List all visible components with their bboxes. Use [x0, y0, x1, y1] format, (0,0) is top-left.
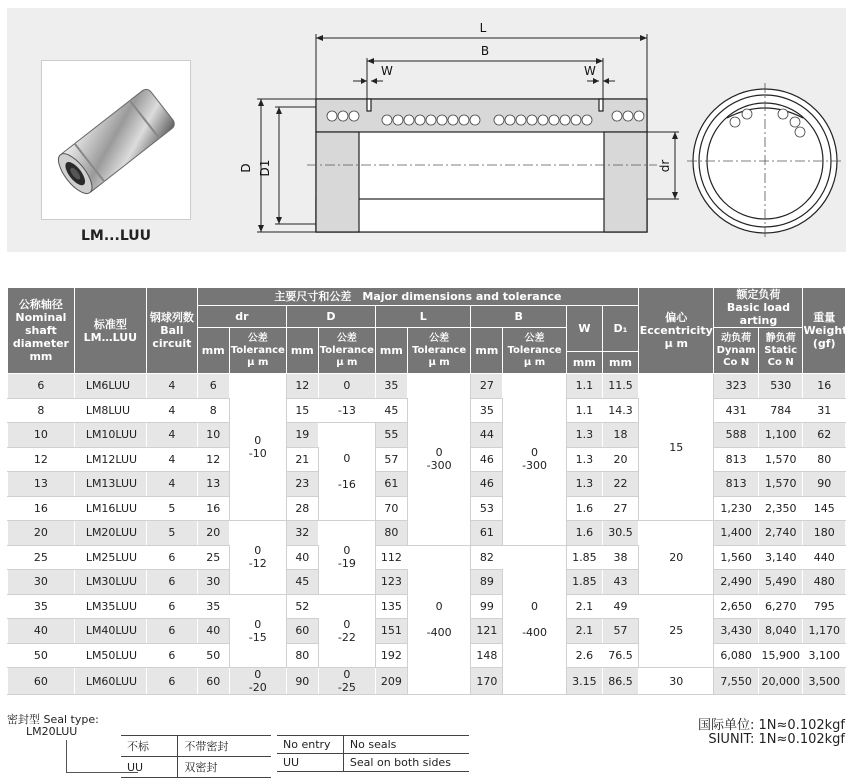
cell-shaft: 16 [8, 496, 75, 521]
cell-weight: 3,100 [803, 643, 846, 668]
cell-weight: 440 [803, 545, 846, 570]
dim-label-w-left: W [381, 64, 393, 78]
cell-b: 61 [471, 521, 503, 546]
seal-row [121, 736, 271, 757]
cell-d1: 27 [602, 496, 638, 521]
unit-note-en: SIUNIT: 1N≈0.102kgf [708, 732, 845, 747]
cell-shaft: 25 [8, 545, 75, 570]
header-major: 主要尺寸和公差 Major dimensions and tolerance [197, 288, 638, 306]
seal-type-example: LM20LUU [26, 725, 78, 738]
cell-model: LM35LUU [74, 594, 146, 619]
cell-w: 1.85 [566, 545, 602, 570]
cell-dyn: 813 [714, 447, 759, 472]
cell-l-tol: 0 -300 [407, 374, 471, 546]
unit-note-cn: 国际单位: 1N≈0.102kgf [698, 718, 845, 733]
cell-dyn: 1,230 [714, 496, 759, 521]
header-w-mm: mm [566, 352, 602, 374]
seal-type-title: 密封型 Seal type: [7, 713, 99, 726]
cell-d: 21 [286, 447, 318, 472]
cell-d: 45 [286, 570, 318, 595]
cell-l: 80 [375, 521, 407, 546]
cell-dyn: 813 [714, 472, 759, 497]
cell-w: 1.6 [566, 496, 602, 521]
header-b: B [471, 306, 566, 328]
cell-d1: 14.3 [602, 398, 638, 423]
cell-eccentricity: 25 [639, 594, 714, 668]
cell-d1: 57 [602, 619, 638, 644]
cell-stat: 1,570 [758, 447, 803, 472]
cell-dyn: 323 [714, 374, 759, 399]
cell-weight: 16 [803, 374, 846, 399]
cell-d-tol: 0 -25 [318, 668, 375, 695]
cell-model: LM12LUU [74, 447, 146, 472]
cell-stat: 20,000 [758, 668, 803, 695]
technical-drawing [7, 8, 846, 252]
seal-desc: Seal on both sides [343, 754, 469, 772]
seal-code: 不标 [121, 736, 178, 757]
cell-w: 1.3 [566, 472, 602, 497]
cell-d1: 76.5 [602, 643, 638, 668]
cell-w: 1.1 [566, 398, 602, 423]
cell-d1: 30.5 [602, 521, 638, 546]
cell-dyn: 3,430 [714, 619, 759, 644]
cell-stat: 8,040 [758, 619, 803, 644]
cell-dr-tol: 0 -15 [229, 594, 286, 668]
cell-model: LM50LUU [74, 643, 146, 668]
cell-dyn: 6,080 [714, 643, 759, 668]
cell-model: LM25LUU [74, 545, 146, 570]
cell-dr: 10 [197, 423, 229, 448]
seal-desc: No seals [343, 736, 469, 754]
cell-dr: 40 [197, 619, 229, 644]
cell-l: 209 [375, 668, 407, 695]
cell-shaft: 30 [8, 570, 75, 595]
cell-weight: 180 [803, 521, 846, 546]
cell-model: LM10LUU [74, 423, 146, 448]
cell-shaft: 40 [8, 619, 75, 644]
cell-l: 123 [375, 570, 407, 595]
cell-ball: 6 [146, 619, 197, 644]
table-row [8, 545, 846, 570]
drawing-panel [7, 8, 846, 252]
seal-row [277, 754, 469, 772]
cell-b: 170 [471, 668, 503, 695]
cell-ball: 6 [146, 545, 197, 570]
cell-weight: 31 [803, 398, 846, 423]
seal-table-en [277, 735, 469, 772]
cell-dr: 60 [197, 668, 229, 695]
cell-weight: 62 [803, 423, 846, 448]
cell-d1: 49 [602, 594, 638, 619]
cell-d: 15 [286, 398, 318, 423]
cell-b: 27 [471, 374, 503, 399]
cell-b: 44 [471, 423, 503, 448]
cell-d1: 11.5 [602, 374, 638, 399]
cell-d1: 18 [602, 423, 638, 448]
cell-b-tol: 0 -400 [503, 545, 567, 695]
table-row [8, 374, 846, 399]
cell-ball: 4 [146, 423, 197, 448]
cell-stat: 15,900 [758, 643, 803, 668]
product-caption: LM...LUU [81, 228, 151, 244]
cell-dr: 35 [197, 594, 229, 619]
cell-ball: 4 [146, 374, 197, 399]
cell-weight: 145 [803, 496, 846, 521]
cell-shaft: 6 [8, 374, 75, 399]
header-b-mm: mm [471, 328, 503, 374]
cell-d: 60 [286, 619, 318, 644]
cell-ball: 6 [146, 594, 197, 619]
cell-stat: 3,140 [758, 545, 803, 570]
header-dr: dr [197, 306, 286, 328]
seal-code: UU [277, 754, 343, 772]
cell-weight: 3,500 [803, 668, 846, 695]
cell-dyn: 1,400 [714, 521, 759, 546]
cell-stat: 1,100 [758, 423, 803, 448]
cell-dr-tol: 0 -12 [229, 521, 286, 595]
cell-shaft: 35 [8, 594, 75, 619]
cell-ball: 5 [146, 496, 197, 521]
cell-ball: 4 [146, 398, 197, 423]
cell-d: 19 [286, 423, 318, 448]
cell-d: 90 [286, 668, 318, 695]
header-b-tol: 公差 Tolerance μ m [503, 328, 567, 374]
cell-l: 192 [375, 643, 407, 668]
cell-l: 135 [375, 594, 407, 619]
dim-label-d1: D1 [258, 159, 272, 177]
header-d-tol: 公差 Tolerance μ m [318, 328, 375, 374]
cell-d1: 22 [602, 472, 638, 497]
cell-ball: 6 [146, 643, 197, 668]
spec-table [7, 287, 846, 695]
cell-model: LM40LUU [74, 619, 146, 644]
header-nominal: 公称轴径 Nominal shaft diameter mm [8, 288, 75, 374]
cell-dr: 30 [197, 570, 229, 595]
cell-b: 53 [471, 496, 503, 521]
cell-d: 28 [286, 496, 318, 521]
cell-d1: 86.5 [602, 668, 638, 695]
cell-d: 12 [286, 374, 318, 399]
header-load: 额定负荷 Basic load arting [714, 288, 803, 328]
cell-model: LM16LUU [74, 496, 146, 521]
seal-leader-line [66, 740, 67, 772]
cell-l: 55 [375, 423, 407, 448]
cell-b: 82 [471, 545, 503, 570]
seal-code: UU [121, 757, 178, 778]
cell-ball: 6 [146, 668, 197, 695]
cell-l: 57 [375, 447, 407, 472]
cell-d: 52 [286, 594, 318, 619]
cell-shaft: 20 [8, 521, 75, 546]
cell-model: LM13LUU [74, 472, 146, 497]
cell-d-tol: 0 -16 [318, 423, 375, 521]
header-weight: 重量 Weight (gf) [803, 288, 846, 374]
cell-w: 2.6 [566, 643, 602, 668]
cell-stat: 1,570 [758, 472, 803, 497]
dim-label-dr: dr [658, 159, 672, 173]
cell-eccentricity: 15 [639, 374, 714, 521]
header-d-mm: mm [286, 328, 318, 374]
dim-label-b: B [480, 44, 490, 58]
cell-stat: 2,350 [758, 496, 803, 521]
cell-weight: 80 [803, 447, 846, 472]
dim-label-d: D [239, 163, 253, 173]
cell-b: 89 [471, 570, 503, 595]
cell-dyn: 431 [714, 398, 759, 423]
cell-dyn: 2,490 [714, 570, 759, 595]
cell-dyn: 588 [714, 423, 759, 448]
cell-dr: 50 [197, 643, 229, 668]
cell-model: LM60LUU [74, 668, 146, 695]
cell-b: 121 [471, 619, 503, 644]
cell-d: 40 [286, 545, 318, 570]
cell-dr-tol: 0 -20 [229, 668, 286, 695]
header-dyn: 动负荷 Dynam Co N [714, 328, 759, 374]
seal-desc: 双密封 [178, 757, 271, 778]
cell-shaft: 60 [8, 668, 75, 695]
cell-model: LM20LUU [74, 521, 146, 546]
cell-d-tol: 0 -22 [318, 594, 375, 668]
cell-b: 46 [471, 447, 503, 472]
header-dr-tol: 公差 Tolerance μ m [229, 328, 286, 374]
seal-table-cn [121, 735, 271, 778]
cell-ball: 6 [146, 570, 197, 595]
header-stat: 静负荷 Static Co N [758, 328, 803, 374]
header-d1: D₁ [602, 306, 638, 352]
cell-ball: 4 [146, 472, 197, 497]
cell-stat: 530 [758, 374, 803, 399]
cell-w: 3.15 [566, 668, 602, 695]
cell-dyn: 7,550 [714, 668, 759, 695]
cell-l: 61 [375, 472, 407, 497]
cell-model: LM6LUU [74, 374, 146, 399]
cell-w: 2.1 [566, 594, 602, 619]
cell-d1: 38 [602, 545, 638, 570]
cell-weight: 1,170 [803, 619, 846, 644]
header-w: W [566, 306, 602, 352]
cell-l: 151 [375, 619, 407, 644]
cell-w: 1.3 [566, 447, 602, 472]
cell-dr: 20 [197, 521, 229, 546]
header-l-mm: mm [375, 328, 407, 374]
cell-l-tol: 0 -400 [407, 545, 471, 695]
dim-label-l: L [479, 21, 487, 35]
header-dr-mm: mm [197, 328, 229, 374]
cell-d1: 20 [602, 447, 638, 472]
cell-d1: 43 [602, 570, 638, 595]
cell-l: 45 [375, 398, 407, 423]
cell-shaft: 8 [8, 398, 75, 423]
seal-code: No entry [277, 736, 343, 754]
cell-weight: 480 [803, 570, 846, 595]
cell-b: 35 [471, 398, 503, 423]
cell-dr: 6 [197, 374, 229, 399]
cell-stat: 6,270 [758, 594, 803, 619]
cell-eccentricity: 20 [639, 521, 714, 595]
seal-row [277, 736, 469, 754]
cell-d-tol: 0 [318, 374, 375, 399]
cell-dr: 12 [197, 447, 229, 472]
dim-label-w-right: W [584, 64, 596, 78]
cell-stat: 784 [758, 398, 803, 423]
cell-shaft: 50 [8, 643, 75, 668]
cell-b: 148 [471, 643, 503, 668]
cell-w: 1.6 [566, 521, 602, 546]
cell-dyn: 2,650 [714, 594, 759, 619]
cell-l: 70 [375, 496, 407, 521]
cell-w: 1.85 [566, 570, 602, 595]
cell-weight: 795 [803, 594, 846, 619]
cell-ball: 4 [146, 447, 197, 472]
cell-dr: 8 [197, 398, 229, 423]
cell-d: 32 [286, 521, 318, 546]
cell-d: 23 [286, 472, 318, 497]
cell-dr-tol: 0 -10 [229, 374, 286, 521]
cell-shaft: 12 [8, 447, 75, 472]
cell-dyn: 1,560 [714, 545, 759, 570]
cell-d: 80 [286, 643, 318, 668]
seal-row [121, 757, 271, 778]
header-l: L [375, 306, 470, 328]
header-l-tol: 公差 Tolerance μ m [407, 328, 471, 374]
cell-w: 2.1 [566, 619, 602, 644]
cell-shaft: 13 [8, 472, 75, 497]
cell-l: 35 [375, 374, 407, 399]
cell-b-tol: 0 -300 [503, 374, 567, 546]
header-ball: 钢球列数 Ball circuit [146, 288, 197, 374]
cell-w: 1.1 [566, 374, 602, 399]
cell-dr: 16 [197, 496, 229, 521]
cell-b: 46 [471, 472, 503, 497]
cell-stat: 5,490 [758, 570, 803, 595]
cell-weight: 90 [803, 472, 846, 497]
header-d1-mm: mm [602, 352, 638, 374]
cell-model: LM30LUU [74, 570, 146, 595]
cell-b: 99 [471, 594, 503, 619]
header-d: D [286, 306, 375, 328]
cell-eccentricity: 30 [639, 668, 714, 695]
cell-ball: 5 [146, 521, 197, 546]
seal-desc: 不带密封 [178, 736, 271, 757]
cell-d-tol: 0 -19 [318, 521, 375, 595]
cell-d-tol: -13 [318, 398, 375, 423]
cell-l: 112 [375, 545, 407, 570]
cell-stat: 2,740 [758, 521, 803, 546]
cell-w: 1.3 [566, 423, 602, 448]
cell-dr: 25 [197, 545, 229, 570]
header-model: 标准型 LM…LUU [74, 288, 146, 374]
cell-model: LM8LUU [74, 398, 146, 423]
cell-dr: 13 [197, 472, 229, 497]
cell-shaft: 10 [8, 423, 75, 448]
header-eccentricity: 偏心 Eccentricity μ m [639, 288, 714, 374]
